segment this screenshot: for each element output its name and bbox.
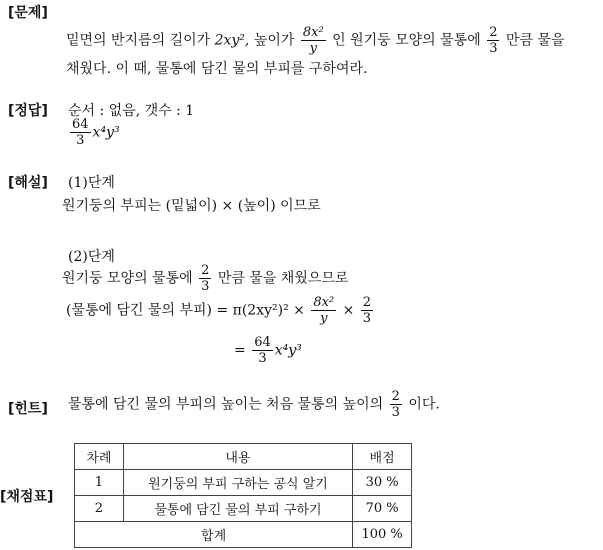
rubric-total-row [75, 522, 412, 548]
answer-value [68, 118, 120, 147]
height-numerator: 8x² [302, 25, 324, 40]
step2-fraction [199, 264, 211, 293]
problem-text-a: 밑면의 반지름의 길이가 [66, 32, 211, 49]
equation-times: × [342, 302, 355, 319]
height-fraction [301, 26, 326, 55]
hint-label: [힌트] [8, 401, 48, 417]
equation-line-2 [234, 336, 302, 365]
problem-text-b: 높이가 [253, 32, 295, 49]
fill-fraction [487, 26, 499, 55]
problem-label: [문제] [8, 5, 48, 21]
equation-result-fraction [252, 336, 273, 365]
hint-numerator: 2 [391, 389, 400, 404]
rubric-row-content: 원기둥의 부피 구하는 공식 알기 [123, 470, 352, 496]
step2-title: (2)단계 [68, 249, 115, 265]
problem-text-c: 인 원기둥 모양의 물통에 [332, 32, 481, 49]
fill-numerator: 2 [489, 25, 498, 40]
answer-label: [정답] [8, 103, 48, 119]
eq-result-numerator: 64 [254, 335, 271, 350]
equation-line-1 [66, 296, 375, 325]
step2-line [62, 264, 348, 293]
step1-text: 원기둥의 부피는 (밑넓이) × (높이) 이므로 [62, 198, 321, 214]
step1-title: (1)단계 [68, 175, 115, 191]
hint-denominator: 3 [391, 405, 400, 420]
hint-text-a: 물통에 담긴 물의 부피의 높이는 처음 물통의 높이의 [68, 396, 384, 413]
answer-numerator: 64 [72, 117, 89, 132]
rubric-row-no: 1 [75, 470, 124, 496]
rubric-row-score: 70 % [353, 496, 412, 522]
step2-denominator: 3 [201, 279, 210, 294]
equation-fraction-2 [361, 296, 373, 325]
problem-text-d: 만큼 물을 [505, 32, 565, 49]
fill-denominator: 3 [489, 41, 498, 56]
rubric-label: [채점표] [0, 489, 54, 505]
rubric-table [74, 443, 412, 548]
step2-numerator: 2 [201, 263, 210, 278]
rubric-row [75, 470, 412, 496]
eq-frac2-numerator: 2 [362, 295, 372, 310]
rubric-total-score: 100 % [353, 522, 412, 548]
answer-meta: 순서 : 없음, 갯수 : 1 [68, 103, 195, 119]
radius-expr: 2xy², [214, 32, 250, 49]
eq-frac1-denominator: y [320, 311, 328, 326]
step2-text-a: 원기둥 모양의 물통에 [62, 270, 193, 287]
answer-fraction [70, 118, 91, 147]
solution-label: [해설] [8, 175, 48, 191]
eq-frac2-denominator: 3 [362, 311, 372, 326]
rubric-header-content: 내용 [123, 444, 352, 470]
equation-fraction-1 [311, 296, 336, 325]
hint-text-b: 이다. [408, 396, 440, 413]
equation-result-expr: x⁴y³ [274, 342, 302, 359]
rubric-row [75, 496, 412, 522]
problem-line-1 [66, 26, 564, 55]
equation-lhs: (물통에 담긴 물의 부피) = π(2xy²)² × [66, 302, 305, 319]
eq-frac1-numerator: 8x² [313, 295, 335, 310]
problem-line-2: 채웠다. 이 때, 물통에 담긴 물의 부피를 구하여라. [66, 61, 368, 77]
rubric-header-row [75, 444, 412, 470]
rubric-row-score: 30 % [353, 470, 412, 496]
height-denominator: y [309, 41, 317, 56]
hint-line [68, 390, 440, 419]
rubric-row-no: 2 [75, 496, 124, 522]
step2-text-b: 만큼 물을 채웠으므로 [217, 270, 349, 287]
rubric-header-score: 배점 [353, 444, 412, 470]
rubric-header-order: 차례 [75, 444, 124, 470]
hint-fraction [390, 390, 402, 419]
rubric-total-label: 합계 [75, 522, 353, 548]
equation-equals: = [234, 342, 246, 359]
answer-expr: x⁴y³ [92, 124, 120, 141]
rubric-row-content: 물통에 담긴 물의 부피 구하기 [123, 496, 352, 522]
eq-result-denominator: 3 [258, 351, 267, 366]
answer-denominator: 3 [76, 133, 85, 148]
